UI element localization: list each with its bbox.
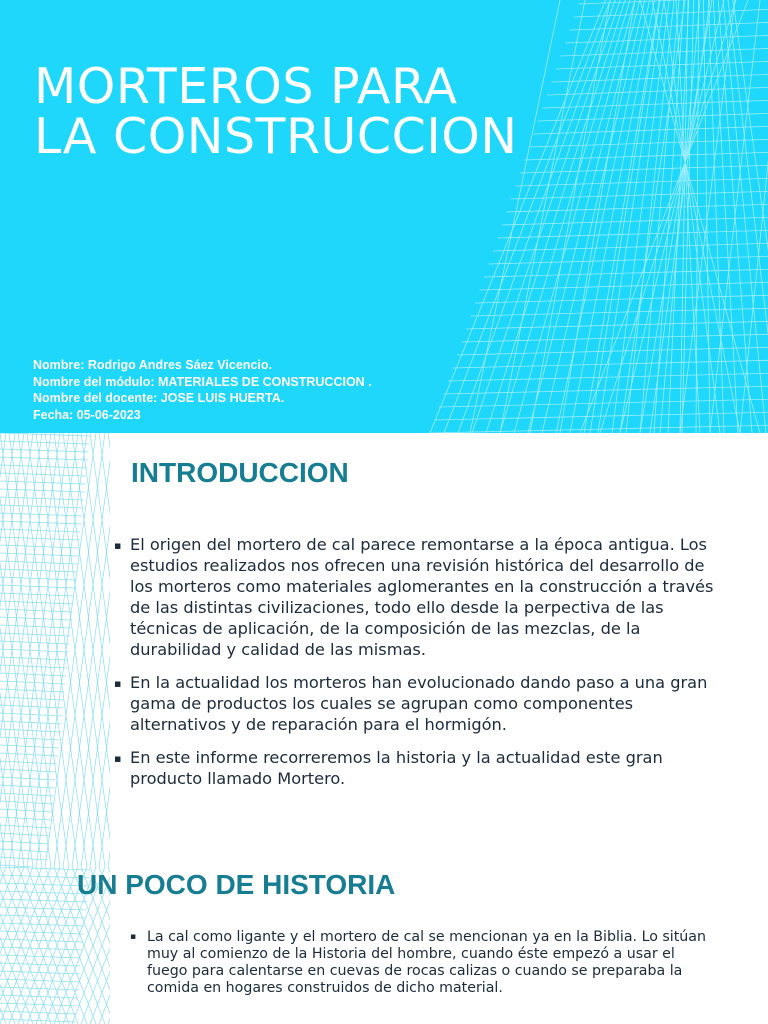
title-slide <box>0 0 768 433</box>
intro-slide <box>0 433 768 867</box>
title-line-1: MORTEROS PARA <box>34 58 458 115</box>
bullet-icon: ▪ <box>114 539 122 552</box>
list-item-text: La cal como ligante y el mortero de cal se mencionan ya en la Biblia. Lo sitúan muy al comienzo de la Historia del hombre, cuando éste empezó a usar el fuego para calentarse en cuevas de rocas calizas o cuando se preparaba la comida en hogares construidos de dicho material. <box>147 929 706 996</box>
presentation-title <box>34 58 518 165</box>
list-item <box>114 672 730 735</box>
list-item <box>114 747 730 789</box>
history-heading: UN POCO DE HISTORIA <box>77 869 396 900</box>
bullet-icon: ▪ <box>114 752 122 765</box>
list-item-text: En este informe recorreremos la historia y la actualidad este gran producto llamado Mortero. <box>130 748 663 788</box>
list-item-text: El origen del mortero de cal parece remontarse a la época antigua. Los estudios realizados nos ofrecen una revisión histórica del desarrollo de los morteros como materiales aglomerantes en la construcción a través de las distintas civilizaciones, todo ello desde la perpectiva de las técnicas de aplicación, de la composición de las mezclas, de la durabilidad y calidad de las mismas. <box>130 535 714 659</box>
bullet-icon: ▪ <box>114 677 122 690</box>
history-slide <box>0 867 768 1024</box>
author-info <box>33 357 372 423</box>
history-bullet-list <box>130 929 717 997</box>
intro-heading: INTRODUCCION <box>131 457 349 488</box>
list-item <box>114 534 730 660</box>
module-name: Nombre del módulo: MATERIALES DE CONSTRUCCION . <box>33 374 372 389</box>
intro-bullet-list <box>114 534 730 801</box>
list-item-text: En la actualidad los morteros han evolucionado dando paso a una gran gama de productos los cuales se agrupan como componentes alternativos y de reparación para el hormigón. <box>130 673 708 734</box>
bullet-icon: ▪ <box>130 932 137 942</box>
title-line-2: LA CONSTRUCCION <box>34 108 518 165</box>
teacher-name: Nombre del docente: JOSE LUIS HUERTA. <box>33 391 285 405</box>
author-name: Nombre: Rodrigo Andres Sáez Vicencio. <box>33 358 272 372</box>
list-item <box>130 929 717 997</box>
wireframe-decoration <box>0 433 110 867</box>
date: Fecha: 05-06-2023 <box>33 407 141 422</box>
